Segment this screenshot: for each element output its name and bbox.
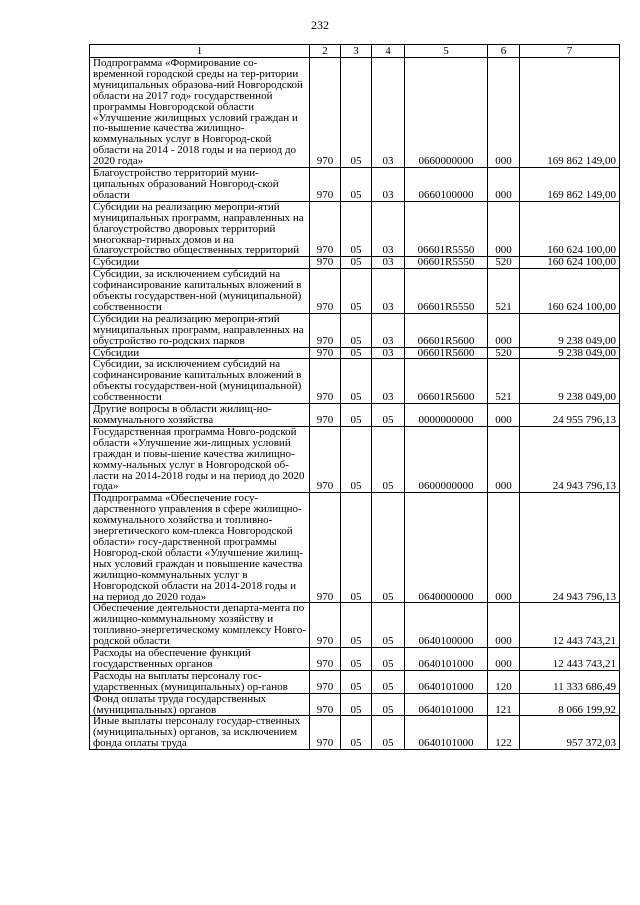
header-row — [90, 45, 620, 58]
row-name: Расходы на выплаты персоналу гос-ударственных (муниципальных) ор-ганов — [90, 670, 310, 693]
row-col-3: 05 — [341, 201, 372, 257]
row-amount: 160 624 100,00 — [520, 201, 620, 257]
row-col-4: 03 — [372, 58, 405, 168]
row-col-6: 000 — [488, 201, 520, 257]
row-col-3: 05 — [341, 693, 372, 716]
row-col-4: 05 — [372, 648, 405, 671]
row-col-3: 05 — [341, 168, 372, 202]
row-name: Подпрограмма «Обеспечение госу-дарственного управления в сфере жилищно-коммунального хозяйства и топливно-энергетического ком-плекса Новгородской области» госу-дарственной программы Новгород-ской области «Улучшение жилищ-ных условий граждан и повышение качества жилищно-коммунальных услуг в Новгородской области на 2014-2018 годы и на период до 2020 года» — [90, 493, 310, 603]
row-name: Субсидии на реализацию меропри-ятий муниципальных программ, направленных на обустройство го-родских парков — [90, 313, 310, 347]
table-row — [90, 58, 620, 168]
row-col-5: 0640000000 — [405, 493, 488, 603]
row-amount: 9 238 049,00 — [520, 313, 620, 347]
table-row — [90, 716, 620, 750]
row-col-3: 05 — [341, 648, 372, 671]
row-col-5: 0660000000 — [405, 58, 488, 168]
table-row — [90, 404, 620, 427]
table-row — [90, 493, 620, 603]
row-col-2: 970 — [310, 603, 341, 648]
row-amount: 169 862 149,00 — [520, 168, 620, 202]
row-col-6: 000 — [488, 404, 520, 427]
table-body — [90, 58, 620, 750]
column-header-5: 5 — [405, 45, 488, 58]
row-name: Субсидии — [90, 257, 310, 269]
row-amount: 9 238 049,00 — [520, 347, 620, 359]
row-col-6: 000 — [488, 426, 520, 492]
row-col-5: 0640101000 — [405, 648, 488, 671]
row-col-5: 06601R5600 — [405, 313, 488, 347]
row-col-2: 970 — [310, 493, 341, 603]
row-col-5: 0660100000 — [405, 168, 488, 202]
row-col-6: 000 — [488, 603, 520, 648]
row-col-6: 121 — [488, 693, 520, 716]
row-col-3: 05 — [341, 347, 372, 359]
row-amount: 8 066 199,92 — [520, 693, 620, 716]
row-col-4: 03 — [372, 313, 405, 347]
row-name: Субсидии, за исключением субсидий на софинансирование капитальных вложений в объекты государствен-ной (муниципальной) собственности — [90, 269, 310, 314]
row-col-6: 122 — [488, 716, 520, 750]
row-col-5: 0640101000 — [405, 716, 488, 750]
row-amount: 24 943 796,13 — [520, 493, 620, 603]
page-number: 232 — [311, 18, 329, 32]
row-name: Фонд оплаты труда государственных (муниципальных) органов — [90, 693, 310, 716]
row-col-5: 0640101000 — [405, 670, 488, 693]
row-col-5: 06601R5550 — [405, 257, 488, 269]
table-row — [90, 269, 620, 314]
row-col-3: 05 — [341, 670, 372, 693]
row-col-4: 03 — [372, 347, 405, 359]
row-col-5: 0600000000 — [405, 426, 488, 492]
row-col-4: 05 — [372, 603, 405, 648]
row-amount: 24 955 796,13 — [520, 404, 620, 427]
row-col-5: 06601R5550 — [405, 269, 488, 314]
row-name: Подпрограмма «Формирование со-временной городской среды на тер-ритории муниципальных образова-ний Новгородской области на 2017 год» государственной программы Новгородской области «Улучшение жилищных условий граждан и по-вышение качества жилищно-коммунальных услуг в Новгород-ской области на 2014 - 2018 годы и на период до 2020 года» — [90, 58, 310, 168]
row-col-4: 03 — [372, 359, 405, 404]
row-name: Субсидии, за исключением субсидий на софинансирование капитальных вложений в объекты государствен-ной (муниципальной) собственности — [90, 359, 310, 404]
row-col-2: 970 — [310, 426, 341, 492]
table-row — [90, 693, 620, 716]
table-row — [90, 257, 620, 269]
row-col-2: 970 — [310, 359, 341, 404]
row-col-4: 05 — [372, 493, 405, 603]
row-col-2: 970 — [310, 648, 341, 671]
column-header-7: 7 — [520, 45, 620, 58]
row-col-2: 970 — [310, 313, 341, 347]
column-header-2: 2 — [310, 45, 341, 58]
row-amount: 24 943 796,13 — [520, 426, 620, 492]
row-col-5: 0640100000 — [405, 603, 488, 648]
row-col-2: 970 — [310, 58, 341, 168]
row-name: Иные выплаты персоналу государ-ственных (муниципальных) органов, за исключением фонда оплаты труда — [90, 716, 310, 750]
row-amount: 160 624 100,00 — [520, 257, 620, 269]
row-name: Государственная программа Новго-родской области «Улучшение жи-лищных условий граждан и повы-шение качества жилищно-комму-нальных услуг в Новгородской об-ласти на 2014-2018 годы и на период до 2020 года» — [90, 426, 310, 492]
row-col-2: 970 — [310, 347, 341, 359]
row-col-4: 05 — [372, 693, 405, 716]
row-col-3: 05 — [341, 269, 372, 314]
table-row — [90, 347, 620, 359]
row-col-4: 05 — [372, 404, 405, 427]
row-name: Благоустройство территорий муни-ципальных образований Новгород-ской области — [90, 168, 310, 202]
column-header-3: 3 — [341, 45, 372, 58]
row-col-6: 520 — [488, 257, 520, 269]
row-col-6: 000 — [488, 313, 520, 347]
row-col-3: 05 — [341, 58, 372, 168]
row-col-4: 03 — [372, 269, 405, 314]
row-col-2: 970 — [310, 201, 341, 257]
table-row — [90, 359, 620, 404]
row-col-6: 000 — [488, 493, 520, 603]
row-col-4: 03 — [372, 257, 405, 269]
row-col-5: 0640101000 — [405, 693, 488, 716]
table-row — [90, 313, 620, 347]
table-row — [90, 648, 620, 671]
row-col-5: 06601R5600 — [405, 347, 488, 359]
budget-table — [89, 44, 620, 750]
row-col-2: 970 — [310, 257, 341, 269]
row-col-4: 03 — [372, 201, 405, 257]
row-amount: 169 862 149,00 — [520, 58, 620, 168]
table-row — [90, 168, 620, 202]
row-amount: 9 238 049,00 — [520, 359, 620, 404]
row-amount: 957 372,03 — [520, 716, 620, 750]
table-row — [90, 426, 620, 492]
table-row — [90, 201, 620, 257]
row-name: Обеспечение деятельности департа-мента по жилищно-коммунальному хозяйству и топливно-энергетическому комплексу Новго-родской области — [90, 603, 310, 648]
row-name: Субсидии на реализацию меропри-ятий муниципальных программ, направленных на благоустройство дворовых территорий многоквар-тирных домов и на благоустройство общественных территорий — [90, 201, 310, 257]
column-header-1: 1 — [90, 45, 310, 58]
table-row — [90, 603, 620, 648]
column-header-6: 6 — [488, 45, 520, 58]
row-amount: 11 333 686,49 — [520, 670, 620, 693]
row-col-3: 05 — [341, 426, 372, 492]
row-col-4: 05 — [372, 670, 405, 693]
row-col-2: 970 — [310, 404, 341, 427]
row-col-2: 970 — [310, 693, 341, 716]
row-col-3: 05 — [341, 716, 372, 750]
row-amount: 160 624 100,00 — [520, 269, 620, 314]
row-col-4: 05 — [372, 426, 405, 492]
row-col-2: 970 — [310, 670, 341, 693]
row-col-2: 970 — [310, 168, 341, 202]
row-amount: 12 443 743,21 — [520, 648, 620, 671]
row-col-3: 05 — [341, 359, 372, 404]
row-col-4: 03 — [372, 168, 405, 202]
row-col-4: 05 — [372, 716, 405, 750]
row-col-6: 520 — [488, 347, 520, 359]
row-col-6: 000 — [488, 648, 520, 671]
row-name: Другие вопросы в области жилищ-но-коммунального хозяйства — [90, 404, 310, 427]
row-col-3: 05 — [341, 404, 372, 427]
row-col-2: 970 — [310, 269, 341, 314]
row-name: Субсидии — [90, 347, 310, 359]
row-col-3: 05 — [341, 257, 372, 269]
row-col-6: 000 — [488, 58, 520, 168]
row-name: Расходы на обеспечение функций государственных органов — [90, 648, 310, 671]
row-col-5: 06601R5600 — [405, 359, 488, 404]
row-col-5: 0000000000 — [405, 404, 488, 427]
row-col-6: 000 — [488, 168, 520, 202]
table-row — [90, 670, 620, 693]
column-header-4: 4 — [372, 45, 405, 58]
row-col-6: 120 — [488, 670, 520, 693]
row-col-3: 05 — [341, 493, 372, 603]
row-col-2: 970 — [310, 716, 341, 750]
row-col-5: 06601R5550 — [405, 201, 488, 257]
table-header — [90, 45, 620, 58]
row-col-3: 05 — [341, 313, 372, 347]
row-col-6: 521 — [488, 269, 520, 314]
row-col-6: 521 — [488, 359, 520, 404]
row-col-3: 05 — [341, 603, 372, 648]
row-amount: 12 443 743,21 — [520, 603, 620, 648]
